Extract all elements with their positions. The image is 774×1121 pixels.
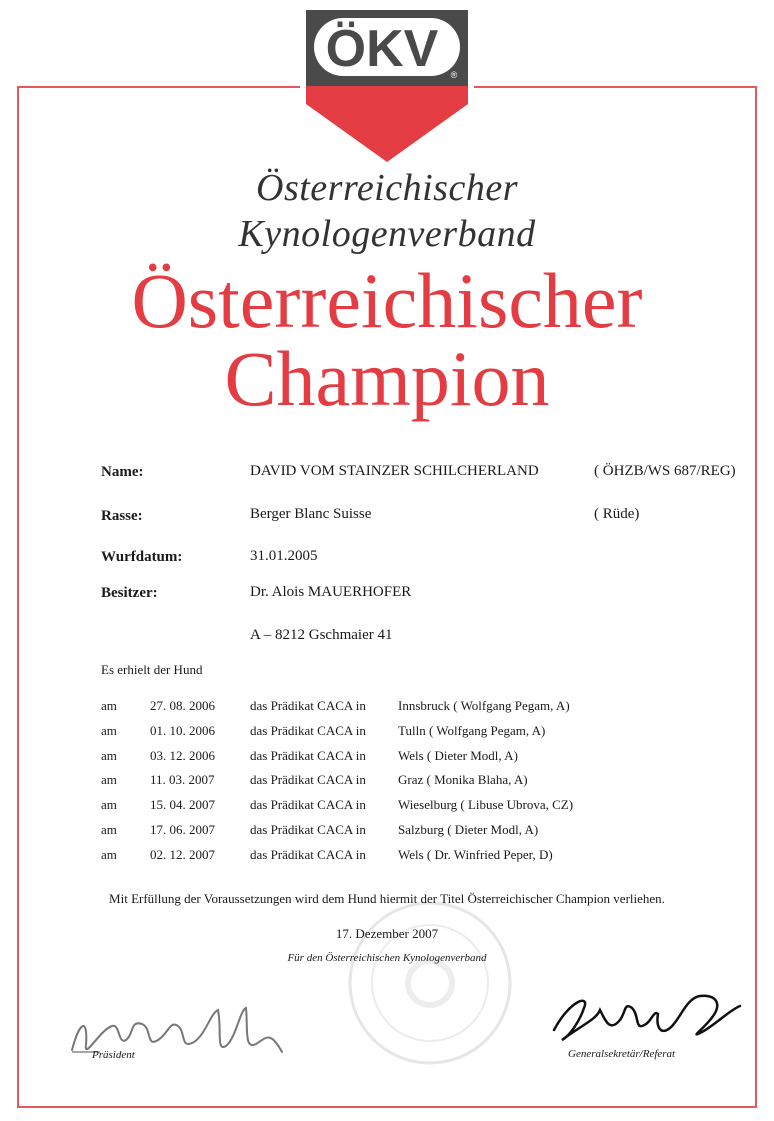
award-am: am bbox=[101, 847, 117, 862]
award-text: das Prädikat CACA in bbox=[250, 797, 366, 812]
award-am: am bbox=[101, 797, 117, 812]
secretary-role: Generalsekretär/Referat bbox=[568, 1048, 676, 1060]
breed-label: Rasse: bbox=[101, 508, 143, 524]
award-am: am bbox=[101, 822, 117, 837]
award-row bbox=[0, 822, 774, 842]
president-role: Präsident bbox=[92, 1049, 135, 1061]
issue-date: 17. Dezember 2007 bbox=[335, 926, 439, 941]
award-am: am bbox=[101, 772, 117, 787]
birth-date-label: Wurfdatum: bbox=[101, 549, 183, 565]
sex-value: ( Rüde) bbox=[594, 506, 640, 522]
title-line1: Österreichischer bbox=[131, 257, 643, 344]
award-place: Graz ( Monika Blaha, A) bbox=[398, 772, 528, 787]
issuing-org: Für den Österreichischen Kynologenverband bbox=[287, 952, 487, 964]
award-text: das Prädikat CACA in bbox=[250, 723, 366, 738]
award-row bbox=[0, 723, 774, 743]
org-name-line2: Kynologenverband bbox=[238, 213, 536, 255]
award-row bbox=[0, 772, 774, 792]
award-place: Salzburg ( Dieter Modl, A) bbox=[398, 822, 539, 837]
award-place: Wels ( Dieter Modl, A) bbox=[398, 748, 518, 763]
birth-date-value: 31.01.2005 bbox=[250, 548, 318, 564]
award-date: 11. 03. 2007 bbox=[150, 772, 215, 787]
award-am: am bbox=[101, 723, 117, 738]
embossed-seal-icon bbox=[345, 898, 515, 1068]
secretary-signature bbox=[540, 980, 750, 1050]
award-date: 17. 06. 2007 bbox=[150, 822, 215, 837]
award-date: 02. 12. 2007 bbox=[150, 847, 215, 862]
award-place: Innsbruck ( Wolfgang Pegam, A) bbox=[398, 698, 570, 713]
award-date: 27. 08. 2006 bbox=[150, 698, 215, 713]
name-label: Name: bbox=[101, 464, 144, 480]
award-place: Tulln ( Wolfgang Pegam, A) bbox=[398, 723, 546, 738]
award-am: am bbox=[101, 698, 117, 713]
closing-statement: Mit Erfüllung der Voraussetzungen wird dem Hund hiermit der Titel Österreichischer Champion verliehen. bbox=[109, 891, 665, 906]
owner-name: Dr. Alois MAUERHOFER bbox=[250, 584, 412, 600]
award-date: 03. 12. 2006 bbox=[150, 748, 215, 763]
okv-logo bbox=[300, 6, 474, 164]
awards-intro: Es erhielt der Hund bbox=[101, 662, 203, 677]
breed-value: Berger Blanc Suisse bbox=[250, 506, 372, 522]
award-row bbox=[0, 698, 774, 718]
award-place: Wieselburg ( Libuse Ubrova, CZ) bbox=[398, 797, 574, 812]
owner-address: A – 8212 Gschmaier 41 bbox=[250, 627, 393, 643]
title-line2: Champion bbox=[224, 335, 550, 422]
award-row bbox=[0, 748, 774, 768]
award-text: das Prädikat CACA in bbox=[250, 748, 366, 763]
award-row bbox=[0, 797, 774, 817]
owner-label: Besitzer: bbox=[101, 585, 158, 601]
award-text: das Prädikat CACA in bbox=[250, 847, 366, 862]
award-date: 15. 04. 2007 bbox=[150, 797, 215, 812]
award-date: 01. 10. 2006 bbox=[150, 723, 215, 738]
logo-text: ÖKV bbox=[325, 20, 439, 78]
award-text: das Prädikat CACA in bbox=[250, 698, 366, 713]
registry-number: ( ÖHZB/WS 687/REG) bbox=[594, 463, 736, 479]
award-place: Wels ( Dr. Winfried Peper, D) bbox=[398, 847, 553, 862]
name-value: DAVID VOM STAINZER SCHILCHERLAND bbox=[250, 463, 539, 479]
award-text: das Prädikat CACA in bbox=[250, 772, 366, 787]
logo-registered-mark: ® bbox=[450, 70, 458, 80]
award-am: am bbox=[101, 748, 117, 763]
award-text: das Prädikat CACA in bbox=[250, 822, 366, 837]
org-name-line1: Österreichischer bbox=[256, 167, 518, 209]
award-row bbox=[0, 847, 774, 867]
okv-shield-icon bbox=[300, 6, 474, 164]
